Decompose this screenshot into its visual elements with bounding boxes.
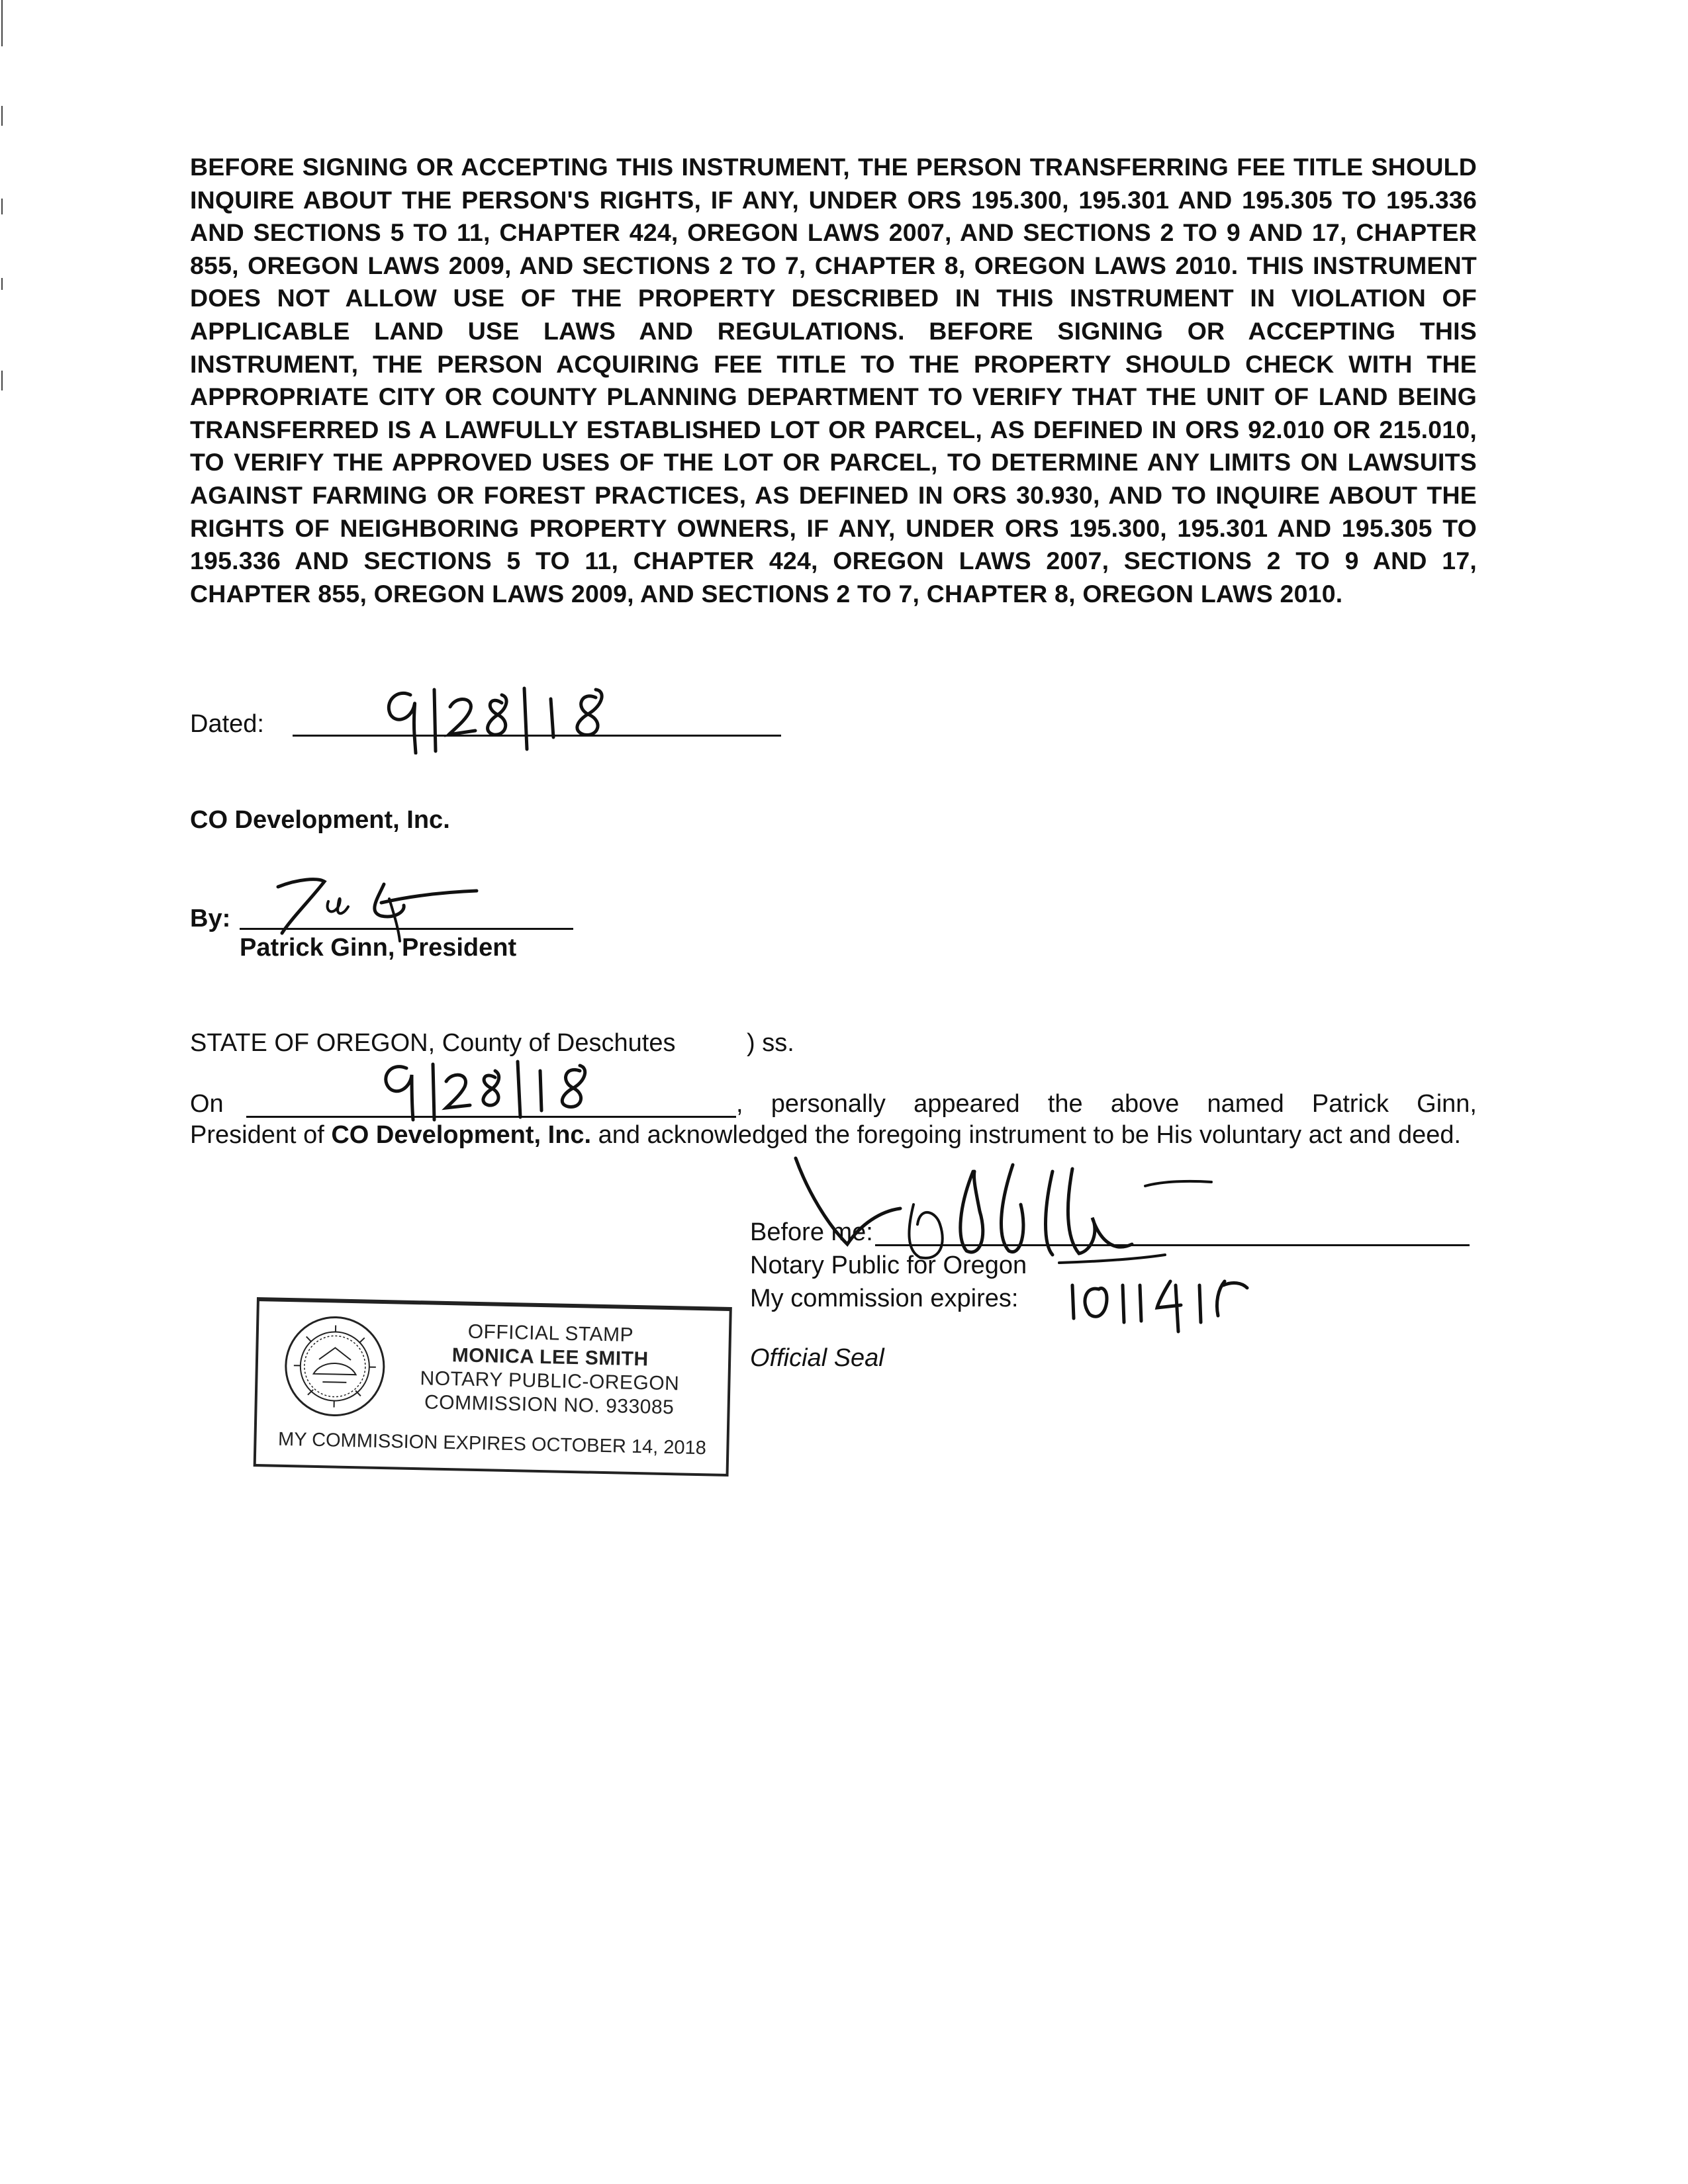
stamp-line-notary: NOTARY PUBLIC-OREGON	[420, 1367, 680, 1395]
notary-venue-ss: ) ss.	[747, 1029, 794, 1057]
notary-handwritten-date	[371, 1051, 635, 1124]
notary-official-stamp	[254, 1297, 735, 1480]
by-label: By:	[190, 905, 231, 933]
stamp-text-block	[393, 1318, 706, 1420]
commission-handwritten-date	[1059, 1265, 1258, 1338]
signatory-name-title: Patrick Ginn, President	[240, 934, 517, 962]
disclaimer-paragraph: BEFORE SIGNING OR ACCEPTING THIS INSTRUMENT, THE PERSON TRANSFERRING FEE TITLE SHOULD INQUIRE ABOUT THE PERSON'S RIGHTS, IF ANY, UNDER ORS 195.300, 195.301 AND 195.305 TO 195.336 AND SECTIONS 5 TO 11, CHAPTER 424, OREGON LAWS 2007, AND SECTIONS 2 TO 9 AND 17, CHAPTER 855, OREGON LAWS 2009, AND SECTIONS 2 TO 7, CHAPTER 8, OREGON LAWS 2010. THIS INSTRUMENT DOES NOT ALLOW USE OF THE PROPERTY DESCRIBED IN THIS INSTRUMENT IN VIOLATION OF APPLICABLE LAND USE LAWS AND REGULATIONS. BEFORE SIGNING OR ACCEPTING THIS INSTRUMENT, THE PERSON ACQUIRING FEE TITLE TO THE PROPERTY SHOULD CHECK WITH THE APPROPRIATE CITY OR COUNTY PLANNING DEPARTMENT TO VERIFY THAT THE UNIT OF LAND BEING TRANSFERRED IS A LAWFULLY ESTABLISHED LOT OR PARCEL, AS DEFINED IN ORS 92.010 OR 215.010, TO VERIFY THE APPROVED USES OF THE LOT OR PARCEL, TO DETERMINE ANY LIMITS ON LAWSUITS AGAINST FARMING OR FOREST PRACTICES, AS DEFINED IN ORS 30.930, AND TO INQUIRE ABOUT THE RIGHTS OF NEIGHBORING PROPERTY OWNERS, IF ANY, UNDER ORS 195.300, 195.301 AND 195.305 TO 195.336 AND SECTIONS 5 TO 11, CHAPTER 424, OREGON LAWS 2007, SECTIONS 2 TO 9 AND 17, CHAPTER 855, OREGON LAWS 2009, AND SECTIONS 2 TO 7, CHAPTER 8, OREGON LAWS 2010.	[190, 153, 1477, 608]
stamp-line-commission: COMMISSION NO. 933085	[424, 1391, 675, 1419]
official-seal-label: Official Seal	[750, 1344, 884, 1372]
dated-handwritten-date	[371, 668, 675, 754]
stamp-line-expires: MY COMMISSION EXPIRES OCTOBER 14, 2018	[277, 1428, 707, 1459]
stamp-line-name: MONICA LEE SMITH	[451, 1344, 649, 1371]
appeared-text: , personally appeared the above named Patrick Ginn,	[736, 1090, 1477, 1118]
grantor-company-name: CO Development, Inc.	[190, 806, 450, 834]
notary-venue: STATE OF OREGON, County of Deschutes	[190, 1029, 676, 1057]
acknowledge-company: CO Development, Inc.	[331, 1121, 592, 1149]
before-me-label: Before me:	[750, 1218, 873, 1246]
acknowledge-prefix: President of	[190, 1121, 332, 1149]
notary-public-title: Notary Public for Oregon	[750, 1251, 1027, 1279]
acknowledge-suffix: and acknowledged the foregoing instrument to be His voluntary act and deed.	[591, 1121, 1462, 1149]
stamp-line-official: OFFICIAL STAMP	[467, 1320, 634, 1346]
dated-label: Dated:	[190, 710, 264, 738]
on-label: On	[190, 1090, 224, 1118]
state-seal-icon	[281, 1312, 389, 1420]
scan-edge-artifact	[0, 0, 4, 2184]
commission-expires-label: My commission expires:	[750, 1285, 1019, 1312]
